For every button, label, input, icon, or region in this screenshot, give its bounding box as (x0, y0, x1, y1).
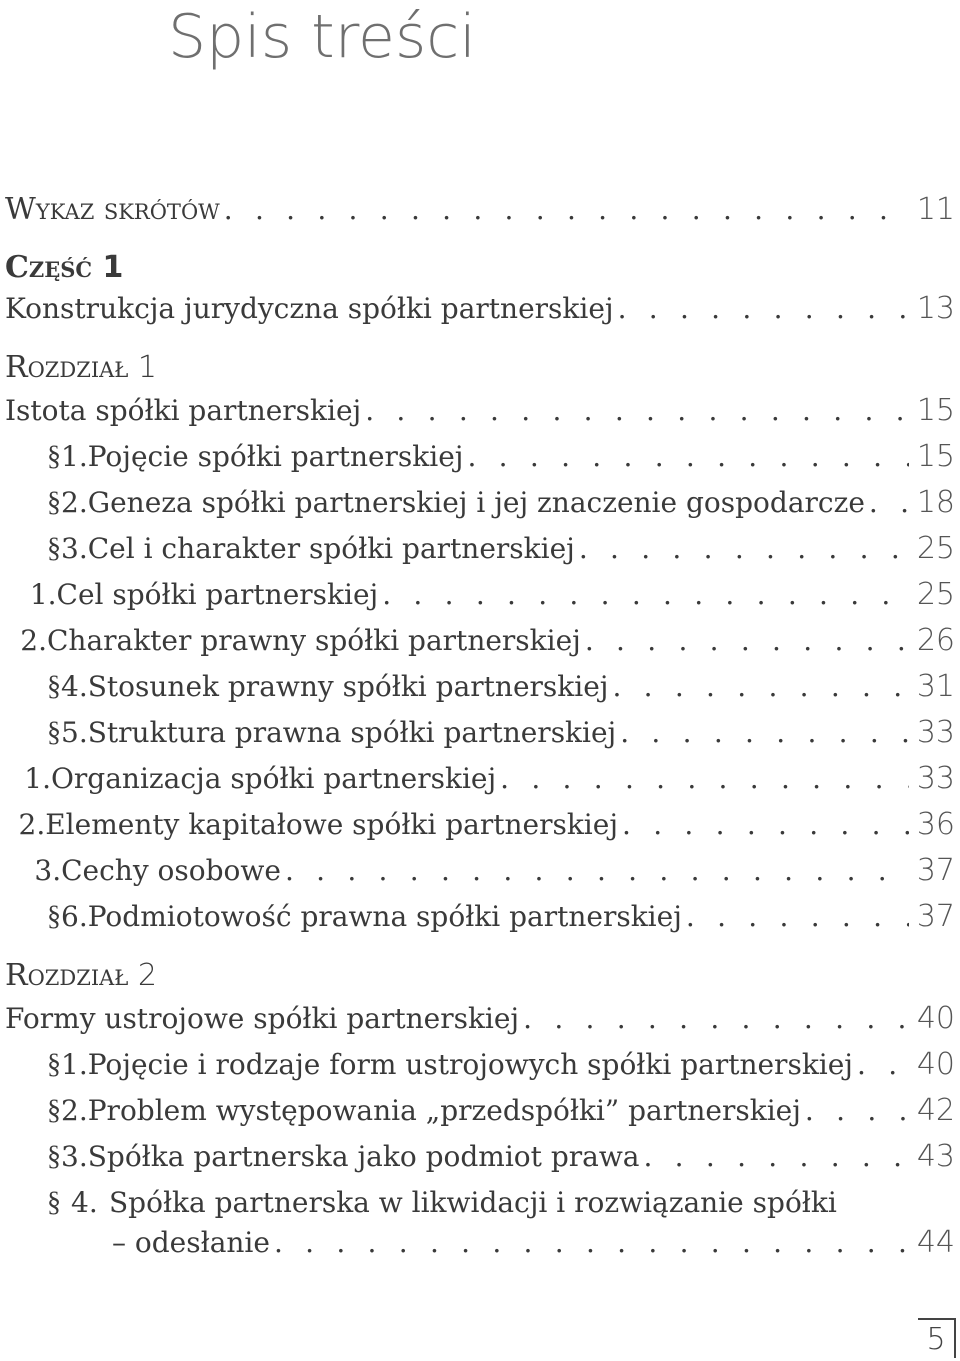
toc-page: 44 (916, 1225, 955, 1260)
toc-page: 26 (916, 623, 955, 658)
toc-entry[interactable] (5, 526, 955, 566)
toc-label: Elementy kapitałowe spółki partnerskiej (45, 808, 619, 841)
dot-leader (361, 394, 909, 428)
dot-leader (865, 486, 909, 520)
chapter-heading (5, 958, 157, 994)
toc-page: 40 (916, 1001, 955, 1036)
toc-entry[interactable] (5, 1134, 955, 1174)
toc-label: Pojęcie spółki partnerskiej (87, 440, 464, 473)
section-number: 3. (61, 1140, 88, 1173)
toc-page: 33 (916, 715, 955, 750)
toc-page: 31 (916, 669, 955, 704)
dot-leader (463, 440, 909, 474)
toc-label-continuation: – odesłanie (112, 1226, 270, 1259)
dot-leader (270, 1226, 909, 1260)
toc-label: Pojęcie i rodzaje form ustrojowych spółki partnerskiej (87, 1048, 853, 1081)
part-heading (5, 250, 123, 286)
dot-leader (639, 1140, 909, 1174)
section-number: 1. (61, 440, 88, 473)
dot-leader (801, 1094, 909, 1128)
toc-label: Istota spółki partnerskiej (5, 394, 362, 427)
chapter-number: 1 (137, 350, 157, 385)
toc-label: Wykaz skrótów (5, 192, 220, 227)
dot-leader (616, 716, 909, 750)
section-number: 2. (61, 486, 88, 519)
toc-entry[interactable] (5, 286, 955, 326)
section-number: 4. (71, 1186, 98, 1219)
dot-leader (575, 532, 909, 566)
toc-page: 25 (916, 577, 955, 612)
chapter-heading (5, 350, 157, 386)
chapter-number: 2 (137, 958, 157, 993)
section-number: 4. (61, 670, 88, 703)
toc-label: Formy ustrojowe spółki partnerskiej (5, 1002, 520, 1035)
section-sign: § (47, 1049, 61, 1080)
dot-leader (682, 900, 909, 934)
toc-entry-wykaz[interactable] (5, 187, 955, 227)
section-sign: § (47, 533, 61, 564)
dot-leader (220, 193, 909, 227)
toc-page: 15 (916, 439, 955, 474)
part-word: Część (5, 250, 93, 285)
toc-entry[interactable] (5, 894, 955, 934)
toc-page: 43 (916, 1139, 955, 1174)
toc-entry[interactable] (5, 710, 955, 750)
toc-subentry[interactable] (5, 618, 955, 658)
page-number: 5 (918, 1318, 956, 1358)
toc-entry[interactable] (5, 664, 955, 704)
subsection-number: 1. (29, 578, 57, 611)
page-title: Spis treści (168, 2, 476, 72)
subsection-number: 2. (20, 624, 47, 657)
toc-entry-first-line[interactable] (5, 1180, 955, 1220)
toc-page: 40 (916, 1047, 955, 1082)
toc-page: 36 (916, 807, 955, 842)
section-number: 2. (61, 1094, 88, 1127)
subsection-number: 2. (18, 808, 46, 841)
toc-page: 13 (916, 291, 955, 326)
section-sign: § (47, 441, 61, 472)
toc-subentry[interactable] (5, 848, 955, 888)
dot-leader (618, 808, 909, 842)
toc-subentry[interactable] (5, 572, 955, 612)
toc-label: Spółka partnerska w likwidacji i rozwiązanie spółki (109, 1186, 837, 1219)
toc-label: Cel spółki partnerskiej (56, 578, 379, 611)
toc-page: 18 (916, 485, 955, 520)
section-sign: § (47, 1141, 61, 1172)
toc-entry[interactable] (5, 996, 955, 1036)
chapter-word: Rozdział (5, 350, 129, 385)
section-number: 1. (61, 1048, 88, 1081)
section-sign: § (47, 671, 61, 702)
toc-subentry[interactable] (5, 802, 955, 842)
dot-leader (614, 292, 909, 326)
toc-entry[interactable] (5, 480, 955, 520)
toc-label: Stosunek prawny spółki partnerskiej (87, 670, 609, 703)
section-sign: § (47, 1187, 61, 1218)
toc-entry[interactable] (5, 434, 955, 474)
dot-leader (496, 762, 909, 796)
toc-entry-continuation[interactable] (112, 1220, 955, 1260)
section-number: 6. (61, 900, 88, 933)
section-sign: § (47, 717, 61, 748)
toc-subentry[interactable] (5, 756, 955, 796)
chapter-word: Rozdział (5, 958, 129, 993)
toc-page: 11 (916, 192, 955, 227)
dot-leader (378, 578, 909, 612)
part-number: 1 (102, 250, 124, 285)
section-number: 3. (61, 532, 88, 565)
dot-leader (581, 624, 909, 658)
toc-entry[interactable] (5, 1042, 955, 1082)
toc-label: Cechy osobowe (61, 854, 281, 887)
toc-label: Geneza spółki partnerskiej i jej znaczenie gospodarcze (87, 486, 865, 519)
dot-leader (281, 854, 909, 888)
section-sign: § (47, 1095, 61, 1126)
toc-page: 25 (916, 531, 955, 566)
toc-label: Charakter prawny spółki partnerskiej (46, 624, 581, 657)
dot-leader (853, 1048, 909, 1082)
dot-leader (519, 1002, 909, 1036)
section-number: 5. (61, 716, 88, 749)
toc-page: 15 (916, 393, 955, 428)
toc-label: Problem występowania „przedspółki” partnerskiej (87, 1094, 801, 1127)
subsection-number: 1. (24, 762, 51, 795)
toc-page: 42 (916, 1093, 955, 1128)
dot-leader (608, 670, 909, 704)
toc-label: Struktura prawna spółki partnerskiej (87, 716, 617, 749)
toc-page: 37 (916, 899, 955, 934)
toc-entry[interactable] (5, 388, 955, 428)
subsection-number: 3. (34, 854, 62, 887)
section-sign: § (47, 901, 61, 932)
toc-page: 33 (916, 761, 955, 796)
toc-label: Organizacja spółki partnerskiej (50, 762, 497, 795)
section-sign: § (47, 487, 61, 518)
toc-label: Podmiotowość prawna spółki partnerskiej (87, 900, 682, 933)
toc-entry[interactable] (5, 1088, 955, 1128)
toc-label: Konstrukcja jurydyczna spółki partnerskiej (5, 292, 614, 325)
toc-label: Spółka partnerska jako podmiot prawa (87, 1140, 640, 1173)
toc-page: 37 (916, 853, 955, 888)
toc-label: Cel i charakter spółki partnerskiej (87, 532, 575, 565)
